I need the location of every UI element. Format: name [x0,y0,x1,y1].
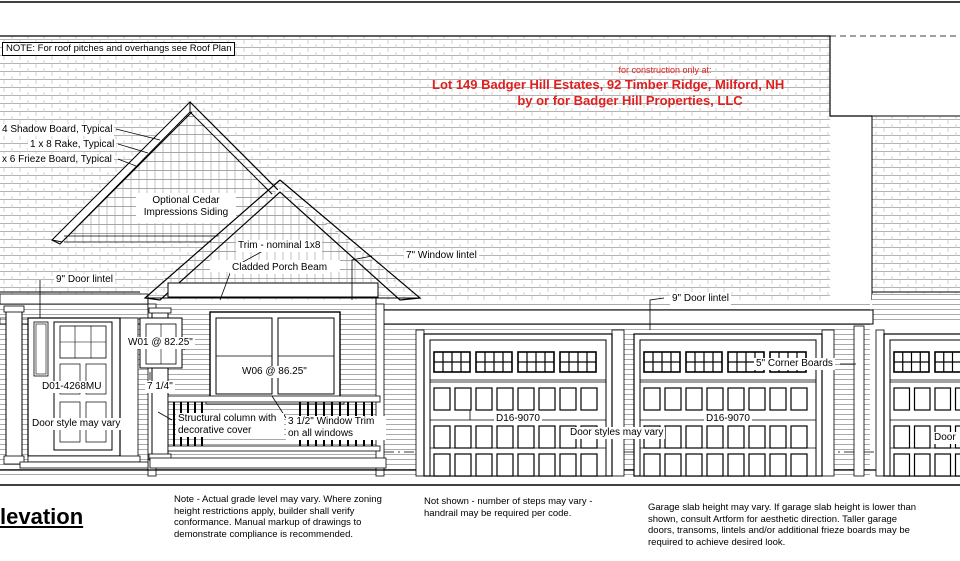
roof-note: NOTE: For roof pitches and overhangs see Roof Plan [2,42,235,56]
rake-label: 1 x 8 Rake, Typical [30,139,115,150]
grade-note: Note - Actual grade level may vary. Where zoning height restrictions apply, builder shall verify conformance. Manual markup of drawings to demonstrate compliance is recommended. [174,494,382,540]
structural-column-label: Structural column with decorative cover [176,413,284,437]
d01-label: D01-4268MU [42,381,102,392]
watermark-line2: by or for Badger Hill Properties, LLC [517,93,743,108]
dimension-label: 7 1/4" [147,381,173,392]
shadow-board-label: 4 Shadow Board, Typical [2,124,113,135]
corner-boards-label: 5" Corner Boards [756,358,833,369]
window-lintel-label: 7" Window lintel [406,250,477,261]
garage-door [884,334,960,476]
cedar-siding-label: Optional Cedar Impressions Siding [143,195,229,218]
rear-wall [872,294,960,324]
elevation-title: levation [0,504,84,529]
garage-door [424,334,612,476]
door-lintel-label: 9" Door lintel [56,274,113,285]
watermark-line1: Lot 149 Badger Hill Estates, 92 Timber Ridge, Milford, NH [432,77,785,92]
watermark-small: for construction only at: [618,65,712,75]
door-styles-label: Door styles may vary [570,427,664,438]
w06-label: W06 @ 86.25" [242,366,307,377]
frieze-label: x 6 Frieze Board, Typical [2,154,112,165]
door-style-label: Door style may vary [32,418,121,429]
garage-door [634,334,822,476]
window-w06 [206,312,344,404]
porch-beam-label: Cladded Porch Beam [232,262,328,273]
garage-door-3-label: Door [934,432,956,443]
steps-note: Not shown - number of steps may vary - handrail may be required per code. [424,496,593,519]
garage-slab-note: Garage slab height may vary. If garage slab height is lower than shown, consult Artform for aesthetic direction. Taller garage doors, transoms, lintels and/or additional frieze boards may be required to achieve desired look. [648,502,917,548]
garage-door-1-label: D16-9070 [496,413,540,424]
w01-label: W01 @ 82.25" [128,337,193,348]
garage-door-2-label: D16-9070 [706,413,750,424]
window-trim-label: 3 1/2" Window Trim on all windows [286,416,386,440]
garage-lintel-label: 9" Door lintel [672,293,729,304]
trim-label: Trim - nominal 1x8 [238,240,321,251]
